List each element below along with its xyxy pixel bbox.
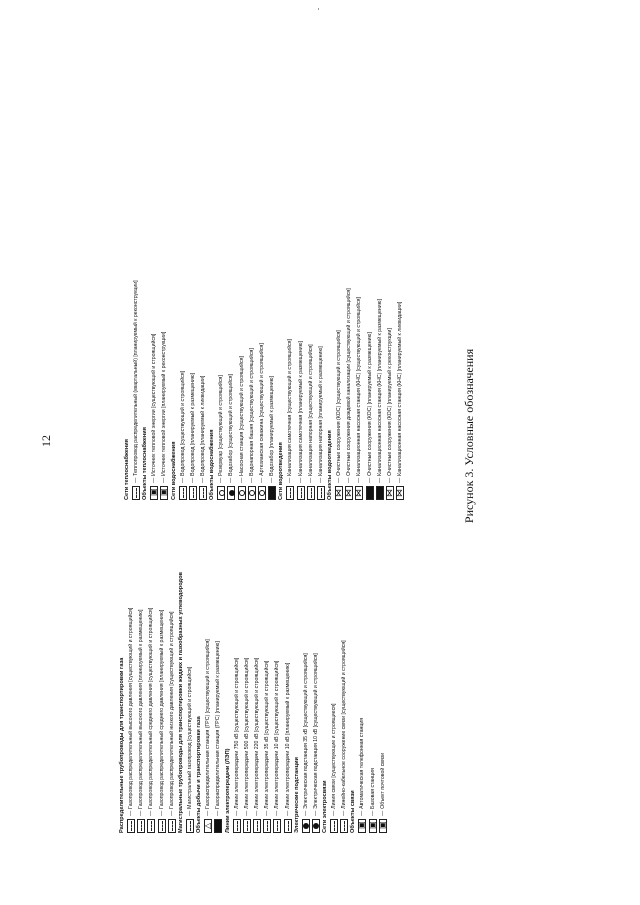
legend-entry-label: Линии электропередачи 500 кВ [существующий и строящийся] bbox=[243, 657, 250, 809]
legend-dash: — bbox=[307, 477, 314, 483]
legend-entry bbox=[247, 70, 257, 500]
legend-symbol-icon bbox=[248, 486, 256, 500]
legend-right-column bbox=[123, 70, 568, 500]
legend-section-heading: Электрические подстанции bbox=[293, 757, 300, 833]
legend-dash: — bbox=[133, 477, 140, 483]
legend-symbol-icon bbox=[227, 486, 235, 500]
legend-entry-label: Газопровод распределительный среднего давления [планируемый к размещению] bbox=[158, 609, 165, 809]
legend-symbol-icon bbox=[369, 819, 377, 833]
legend-entry bbox=[285, 70, 295, 500]
legend-dash: — bbox=[297, 477, 304, 483]
legend-symbol-icon bbox=[168, 819, 176, 833]
legend-symbol-icon bbox=[204, 819, 212, 833]
legend-entry-label: Канализация напорная [существующий и строящийся] bbox=[307, 344, 314, 476]
legend-symbol-icon bbox=[233, 819, 241, 833]
legend-entry-label: Канализационная насосная станция (КНС) [планируемый к ликвидации] bbox=[397, 301, 404, 476]
legend-entry bbox=[378, 503, 388, 833]
legend-symbol-icon bbox=[297, 486, 305, 500]
legend-dash: — bbox=[376, 477, 383, 483]
legend-symbol-icon bbox=[312, 819, 320, 833]
legend-entry bbox=[146, 503, 156, 833]
legend-entry-label: Очистные сооружения (КОС) [планируемый к размещению] bbox=[366, 332, 373, 476]
legend-entry-label: Газопровод распределительный низкого давления [существующий и строящийся] bbox=[168, 611, 175, 809]
legend-dash: — bbox=[151, 477, 158, 483]
legend-symbol-icon bbox=[366, 486, 374, 500]
legend-symbol-icon bbox=[317, 486, 325, 500]
legend-symbol-icon bbox=[179, 486, 187, 500]
legend-entry-label: Очистные сооружения (КОС) [существующий и строящийся] bbox=[336, 330, 343, 476]
legend-dash: — bbox=[317, 477, 324, 483]
legend-entry-label: Водопровод [планируемый к размещению] bbox=[189, 372, 196, 476]
legend-symbol-icon bbox=[127, 819, 135, 833]
legend-dash: — bbox=[336, 477, 343, 483]
legend-entry bbox=[262, 503, 272, 833]
legend-dash: — bbox=[243, 810, 250, 816]
legend-entry-label: Линии электропередачи 35 кВ [существующий и строящийся] bbox=[264, 660, 271, 809]
legend-entry bbox=[344, 70, 354, 500]
legend-entry bbox=[267, 70, 277, 500]
legend-entry-label: Водонапорная башня [существующий и строящийся] bbox=[248, 348, 255, 476]
legend-entry bbox=[339, 503, 349, 833]
legend-symbol-icon bbox=[137, 819, 145, 833]
legend-dash: — bbox=[379, 810, 386, 816]
legend-entry bbox=[334, 70, 344, 500]
legend-symbol-icon bbox=[268, 486, 276, 500]
legend-entry-label: Теплопровод распределительный (квартальный) [планируемый к реконструкции] bbox=[133, 280, 140, 476]
legend-entry-label: Линии электропередачи 10 кВ [существующий и строящийся] bbox=[274, 660, 281, 809]
legend-symbol-icon bbox=[396, 486, 404, 500]
legend-dash: — bbox=[312, 810, 319, 816]
legend-dash: — bbox=[341, 810, 348, 816]
legend-entry bbox=[131, 70, 141, 500]
legend-symbol-icon bbox=[217, 486, 225, 500]
figure-caption: Рисунок 3. Условные обозначения bbox=[462, 348, 476, 524]
legend-dash: — bbox=[369, 810, 376, 816]
legend-entry bbox=[216, 70, 226, 500]
legend-entry-label: Объект почтовой связи bbox=[379, 752, 386, 809]
legend-symbol-icon bbox=[345, 486, 353, 500]
legend-entry-label: Очистные сооружения дождевой канализации [существующий и строящийся] bbox=[346, 288, 353, 476]
legend-entry bbox=[329, 503, 339, 833]
legend-entry-label: Линии электропередачи 220 кВ [существующий и строящийся] bbox=[253, 657, 260, 809]
legend-symbol-icon bbox=[214, 819, 222, 833]
legend-entry-label: Газопровод распределительный высокого давления [планируемый к размещению] bbox=[138, 609, 145, 809]
legend-symbol-icon bbox=[330, 819, 338, 833]
legend-entry bbox=[311, 503, 321, 833]
legend-symbol-icon bbox=[150, 486, 158, 500]
legend-entry-label: Водопровод [планируемый к ликвидации] bbox=[200, 375, 207, 476]
legend-dash: — bbox=[331, 810, 338, 816]
legend-entry bbox=[136, 503, 146, 833]
legend-entry-label: Артезианская скважина [существующий и строящийся] bbox=[258, 343, 265, 476]
legend-section-heading: Линии электропередачи (ЛЭП) bbox=[224, 748, 231, 833]
legend-entry-label: Базовая станция bbox=[369, 768, 376, 809]
legend-entry bbox=[188, 70, 198, 500]
legend-dash: — bbox=[233, 810, 240, 816]
legend-symbol-icon bbox=[286, 486, 294, 500]
legend-symbol-icon bbox=[386, 486, 394, 500]
legend-dash: — bbox=[200, 477, 207, 483]
legend-entry bbox=[306, 70, 316, 500]
legend-entry bbox=[126, 503, 136, 833]
legend-entry-label: Электрическая подстанция 35 кВ [существующий и строящийся] bbox=[302, 653, 309, 809]
legend-dash: — bbox=[284, 810, 291, 816]
legend-dash: — bbox=[128, 810, 135, 816]
legend-dash: — bbox=[387, 477, 394, 483]
legend-entry-label: Канализационная насосная станция (КНС) [существующий и строящийся] bbox=[356, 297, 363, 476]
legend-entry-label: Газопровод распределительный среднего давления [существующий и строящийся] bbox=[148, 607, 155, 809]
legend-entry-label: Водопровод [существующий и строящийся] bbox=[179, 371, 186, 476]
legend-entry bbox=[354, 70, 364, 500]
legend-symbol-icon bbox=[132, 486, 140, 500]
legend-dash: — bbox=[302, 810, 309, 816]
legend-entry bbox=[226, 70, 236, 500]
legend-entry bbox=[178, 70, 188, 500]
legend-entry bbox=[272, 503, 282, 833]
legend-entry-label: Насосная станция [существующий и строящийся] bbox=[238, 356, 245, 476]
legend-symbol-icon bbox=[160, 486, 168, 500]
legend-dash: — bbox=[148, 810, 155, 816]
legend-entry bbox=[357, 503, 367, 833]
legend-dash: — bbox=[161, 477, 168, 483]
legend-dash: — bbox=[205, 810, 212, 816]
legend-dash: — bbox=[258, 477, 265, 483]
legend-entry-label: Канализация самотечная [существующий и строящийся] bbox=[287, 339, 294, 476]
legend-entry-label: Канализационная насосная станция (КНС) [планируемый к размещению] bbox=[376, 299, 383, 476]
legend-symbol-icon bbox=[263, 819, 271, 833]
legend-dash: — bbox=[253, 810, 260, 816]
legend-entry-label: Газораспределительная станция (ГРС) [планируемый к размещению] bbox=[215, 641, 222, 809]
legend-entry-label: Канализация самотечная [планируемый к размещению] bbox=[297, 341, 304, 476]
legend-symbol-icon bbox=[253, 819, 261, 833]
legend-symbol-icon bbox=[189, 486, 197, 500]
legend-entry bbox=[257, 70, 267, 500]
legend-section-heading: Сети водоотведения bbox=[278, 442, 285, 500]
legend-dash: — bbox=[158, 810, 165, 816]
legend-entry-label: Источник тепловой энергии [планируемый к реконструкции] bbox=[161, 331, 168, 476]
legend-symbol-icon bbox=[273, 819, 281, 833]
legend-entry-label: Очистные сооружения (КОС) [планируемый к реконструкции] bbox=[387, 328, 394, 476]
legend-dash: — bbox=[218, 477, 225, 483]
legend-entry bbox=[368, 503, 378, 833]
legend-entry bbox=[157, 503, 167, 833]
legend-entry bbox=[167, 503, 177, 833]
legend-dash: — bbox=[274, 810, 281, 816]
legend-dash: — bbox=[215, 810, 222, 816]
legend-entry bbox=[252, 503, 262, 833]
legend-entry bbox=[242, 503, 252, 833]
legend-entry-label: Магистральный газопровод [существующий и строящийся] bbox=[187, 666, 194, 809]
legend-symbol-icon bbox=[302, 819, 310, 833]
legend-entry-label: Водозабор [существующий и строящийся] bbox=[228, 374, 235, 476]
legend-entry bbox=[159, 70, 169, 500]
legend-section-heading: Сети теплоснабжения bbox=[124, 439, 130, 500]
legend-symbol-icon bbox=[147, 819, 155, 833]
legend-symbol-icon bbox=[284, 819, 292, 833]
legend-dash: — bbox=[238, 477, 245, 483]
legend-entry-label: Газораспределительная станция (ГРС) [существующий и строящийся] bbox=[205, 639, 212, 809]
legend-entry bbox=[365, 70, 375, 500]
legend-section-heading: Сети электросвязи bbox=[322, 780, 328, 833]
legend-symbol-icon bbox=[238, 486, 246, 500]
legend-left-column bbox=[118, 503, 448, 833]
legend-entry bbox=[213, 503, 223, 833]
legend-section-heading: Объекты добычи и транспортировки газа bbox=[196, 716, 203, 833]
legend-entry-label: Линии электропередачи 750 кВ [существующий и строящийся] bbox=[233, 657, 240, 809]
legend-symbol-icon bbox=[379, 819, 387, 833]
legend-section-heading: Объекты водоотведения bbox=[327, 430, 333, 500]
legend-dash: — bbox=[187, 810, 194, 816]
legend-dash: — bbox=[138, 810, 145, 816]
page-number: 12 bbox=[39, 435, 53, 447]
legend-entry bbox=[375, 70, 385, 500]
legend-dash: — bbox=[269, 477, 276, 483]
legend-symbol-icon bbox=[258, 486, 266, 500]
legend-symbol-icon bbox=[340, 819, 348, 833]
legend-entry-label: Резервуар [существующий и строящийся] bbox=[218, 375, 225, 476]
legend-symbol-icon bbox=[376, 486, 384, 500]
legend-entry bbox=[282, 503, 292, 833]
legend-symbol-icon bbox=[186, 819, 194, 833]
legend-entry bbox=[203, 503, 213, 833]
legend-entry-label: Газопровод распределительный высокого давления [существующий и строящийся] bbox=[128, 607, 135, 809]
legend-entry bbox=[149, 70, 159, 500]
legend-entry-label: Электрическая подстанция 10 кВ [существующий и строящийся] bbox=[312, 653, 319, 809]
legend-dash: — bbox=[397, 477, 404, 483]
legend-entry bbox=[385, 70, 395, 500]
legend-symbol-icon bbox=[335, 486, 343, 500]
legend-dash: — bbox=[359, 810, 366, 816]
legend-dash: — bbox=[168, 810, 175, 816]
legend-dash: — bbox=[264, 810, 271, 816]
legend-entry-label: Линейно-кабельное сооружение связи [существующий и строящийся] bbox=[341, 640, 348, 809]
legend-symbol-icon bbox=[358, 819, 366, 833]
legend-entry-label: Линии электропередачи 10 кВ [планируемый к размещению] bbox=[284, 662, 291, 809]
scan-speck bbox=[318, 8, 319, 10]
legend-entry bbox=[316, 70, 326, 500]
legend-entry-label: Линия связи [существующие и строящиеся] bbox=[331, 703, 338, 809]
legend-symbol-icon bbox=[243, 819, 251, 833]
legend-dash: — bbox=[248, 477, 255, 483]
legend-dash: — bbox=[228, 477, 235, 483]
legend-entry-label: Водозабор [планируемый к размещению] bbox=[269, 376, 276, 476]
legend-entry bbox=[232, 503, 242, 833]
legend-section-heading: Объекты связи bbox=[350, 790, 357, 833]
legend-symbol-icon bbox=[199, 486, 207, 500]
legend-section-heading: Сети водоснабжения bbox=[170, 441, 177, 500]
legend-entry bbox=[301, 503, 311, 833]
legend-section-heading: Объекты теплоснабжения bbox=[142, 427, 149, 500]
legend-section-heading: Объекты водоснабжения bbox=[209, 429, 216, 500]
legend-entry-label: Канализация напорная [планируемый к размещению] bbox=[317, 346, 324, 476]
legend-entry-label: Источник тепловой энергии [существующий и строящийся] bbox=[151, 333, 158, 476]
legend-entry bbox=[198, 70, 208, 500]
legend-section-heading: Распределительные трубопроводы для транспортировки газа bbox=[119, 657, 125, 833]
legend-entry bbox=[237, 70, 247, 500]
legend-dash: — bbox=[189, 477, 196, 483]
legend-symbol-icon bbox=[158, 819, 166, 833]
legend-entry bbox=[295, 70, 305, 500]
legend-dash: — bbox=[366, 477, 373, 483]
legend-section-heading: Магистральные трубопроводы для транспортировки жидких и газообразных углеводородов bbox=[177, 572, 184, 833]
legend-entry bbox=[185, 503, 195, 833]
legend-symbol-icon bbox=[307, 486, 315, 500]
legend-dash: — bbox=[346, 477, 353, 483]
legend-entry-label: Автоматическая телефонная станция bbox=[359, 717, 366, 809]
legend-symbol-icon bbox=[355, 486, 363, 500]
legend-dash: — bbox=[287, 477, 294, 483]
legend-entry bbox=[395, 70, 405, 500]
legend-dash: — bbox=[356, 477, 363, 483]
legend-dash: — bbox=[179, 477, 186, 483]
